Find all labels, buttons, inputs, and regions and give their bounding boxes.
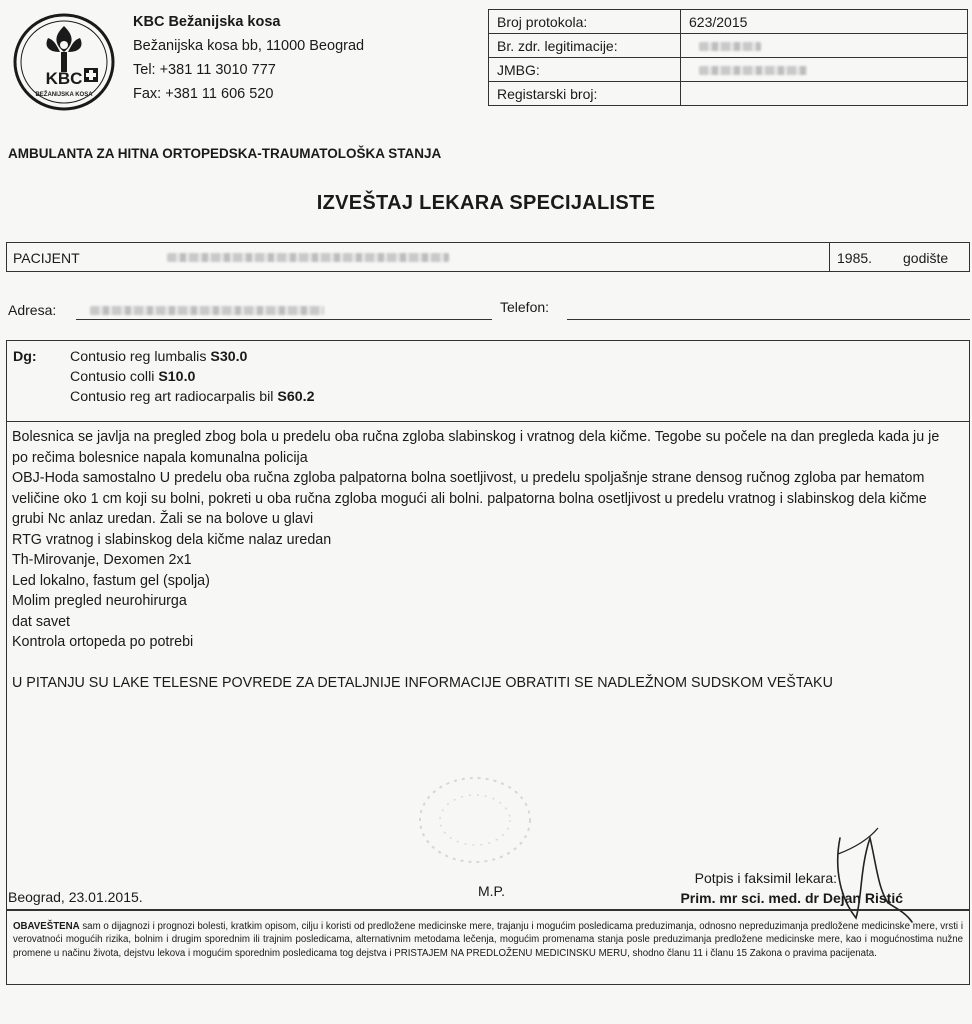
birth-year: 1985. xyxy=(837,250,873,266)
body-line: dat savet xyxy=(12,613,71,630)
body-line: Molim pregled neurohirurga xyxy=(12,593,187,609)
redacted-value xyxy=(699,42,761,51)
protocol-number: 623/2015 xyxy=(681,10,968,34)
conclusion: U PITANJU SU LAKE TELESNE POVREDE ZA DETALJNIJE INFORMACIJE OBRATITI SE NADLEŽNOM SUDSKOM VEŠTAKU xyxy=(12,674,833,691)
diagnosis-code: S30.0 xyxy=(210,349,248,365)
protocol-row xyxy=(489,34,968,58)
health-card-label: Br. zdr. legitimacije: xyxy=(489,34,681,58)
body-line: Kontrola ortopeda po potrebi xyxy=(12,634,194,650)
protocol-row xyxy=(489,82,968,106)
birth-year-label: godište xyxy=(903,250,949,266)
diagnosis-label: Dg: xyxy=(13,349,37,365)
consent-statement xyxy=(6,910,970,985)
diagnosis-code: S60.2 xyxy=(277,389,315,405)
hospital-name: KBC Bežanijska kosa xyxy=(133,14,281,30)
redacted-address xyxy=(90,306,324,315)
patient-label: PACIJENT xyxy=(13,250,80,266)
protocol-table xyxy=(488,9,968,106)
diagnosis-code: S10.0 xyxy=(158,369,196,385)
protocol-label: Broj protokola: xyxy=(489,10,681,34)
health-card-value xyxy=(681,34,968,58)
address-underline xyxy=(76,319,492,320)
diagnosis-item: Contusio reg art radiocarpalis bil S60.2 xyxy=(70,389,315,405)
hospital-tel: Tel: +381 11 3010 777 xyxy=(133,62,276,78)
diagnosis-item: Contusio colli S10.0 xyxy=(70,369,196,385)
jmbg-label: JMBG: xyxy=(489,58,681,82)
hospital-info xyxy=(133,10,364,106)
body-line: Th-Mirovanje, Dexomen 2x1 xyxy=(12,552,192,568)
department-name: AMBULANTA ZA HITNA ORTOPEDSKA-TRAUMATOLOŠKA STANJA xyxy=(8,146,442,161)
stamp-placeholder: M.P. xyxy=(478,883,505,899)
consent-lead: OBAVEŠTENA xyxy=(13,921,80,932)
registry-label: Registarski broj: xyxy=(489,82,681,106)
divider xyxy=(7,421,969,422)
report-date: Beograd, 23.01.2015. xyxy=(8,889,143,905)
report-body xyxy=(12,427,957,693)
diagnosis-list xyxy=(70,347,314,407)
signature-title: Potpis i faksimil lekara: xyxy=(694,870,837,886)
diagnosis-item: Contusio reg lumbalis S30.0 xyxy=(70,349,248,365)
protocol-row xyxy=(489,10,968,34)
jmbg-value xyxy=(681,58,968,82)
protocol-row xyxy=(489,58,968,82)
divider xyxy=(829,243,830,271)
registry-value xyxy=(681,82,968,106)
body-line: Bolesnica se javlja na pregled zbog bola u predelu oba ručna zgloba slabinskog i vratnog dela kičme. Tegobe su počele na dan pregleda kada ju je po rečima bolesnice napala komunalna policija xyxy=(12,429,940,466)
redacted-patient-name xyxy=(167,253,449,262)
address-label: Adresa: xyxy=(8,302,57,318)
report-title: IZVEŠTAJ LEKARA SPECIJALISTE xyxy=(316,192,656,214)
body-line: RTG vratnog i slabinskog dela kičme nalaz uredan xyxy=(12,531,332,548)
faded-stamp xyxy=(410,770,540,870)
svg-text:BEŽANIJSKA KOSA: BEŽANIJSKA KOSA xyxy=(35,92,93,98)
hospital-address: Bežanijska kosa bb, 11000 Beograd xyxy=(133,38,365,54)
body-line: Led lokalno, fastum gel (spolja) xyxy=(12,572,210,589)
redacted-value xyxy=(699,66,807,75)
hospital-logo xyxy=(12,12,116,112)
consent-text: sam o dijagnozi i prognozi bolesti, kratkim opisom, cilju i koristi od predložene medicinske mere, trajanju i mogućim posledicama preduzimanja, odnosno nepreduzimanja predložene medicinske mere, vrsti i verovatnoći mogućih rizika, bolnim i drugim sporednim ili trajnim posledicama, alternativnim metodama lečenja, mogućim promenama stanja posle preduzimanja predložene medicinske mere, kao i mogućnostima nužne promene u načinu života, dejstvu lekova i mogućim sporednim posledicama tog dejstva i PRISTAJEM NA PREDLOŽENU MEDICINSKU MERU, shodno članu 11 i članu 15 Zakona o pravima pacijenata. xyxy=(13,921,963,959)
hospital-fax: Fax: +381 11 606 520 xyxy=(133,86,274,102)
svg-text:KBC: KBC xyxy=(45,69,83,88)
body-line: OBJ-Hoda samostalno U predelu oba ručna zgloba palpatorna bolna soetljivost, u predelu spoljašnje strane densog ručnog zgloba par hematom veličine oko 1 cm koji su bolni, pokreti u oba ručna zgloba mogući ali bolni. palpatorna bolna osetljivost u predelu vratnog i slabinskog dela kičme grubi Nc anlaz uredan. Žali se na bolove u glavi xyxy=(12,470,927,527)
phone-underline xyxy=(567,319,970,320)
doctor-name: Prim. mr sci. med. dr Dejan Ristić xyxy=(680,890,903,906)
phone-label: Telefon: xyxy=(500,299,550,315)
patient-box xyxy=(6,242,970,272)
